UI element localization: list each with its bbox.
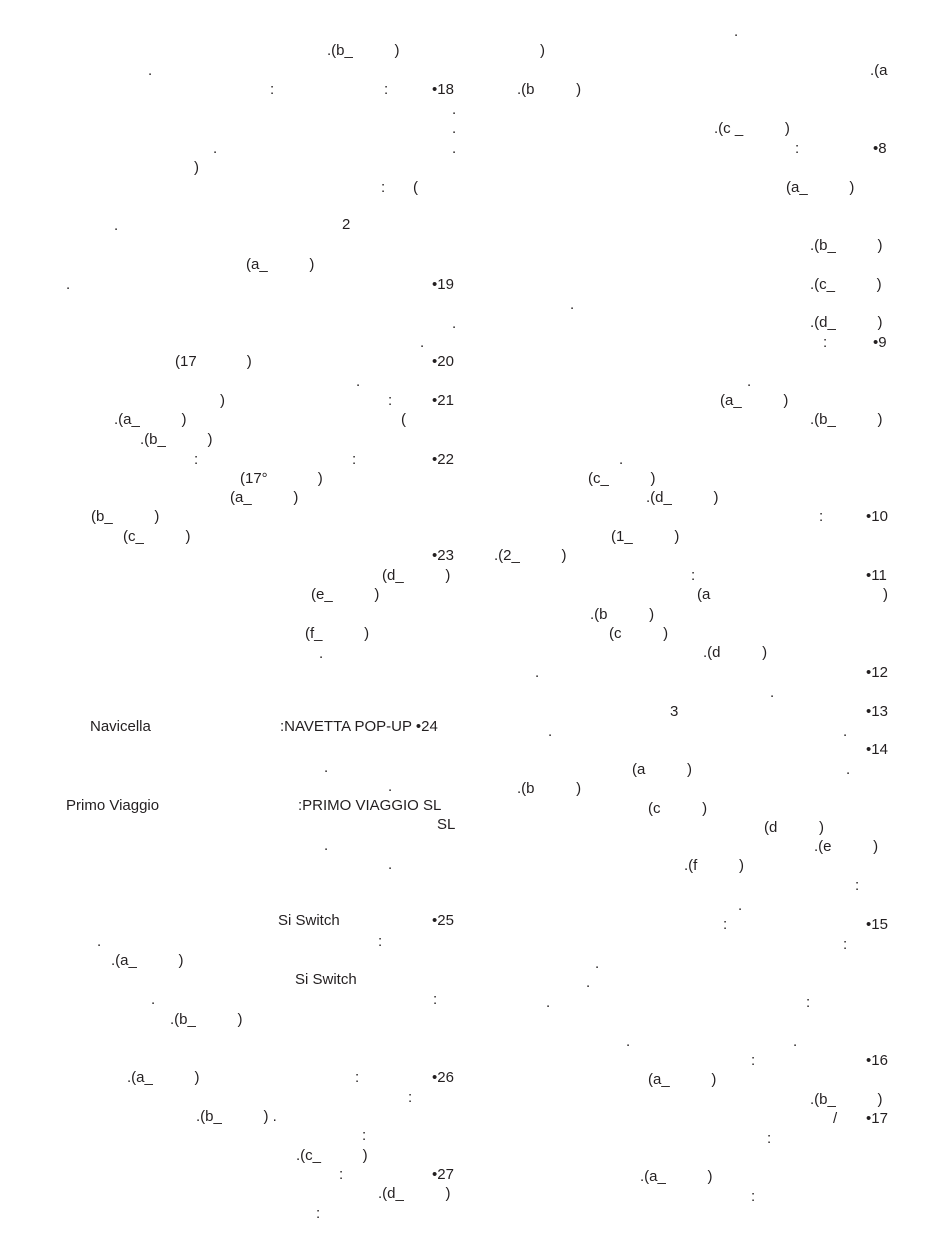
text-fragment: .(a_ ) <box>111 952 184 969</box>
sl-label: SL <box>437 816 456 833</box>
text-fragment: . <box>619 451 624 468</box>
item-number-19: •19 <box>432 276 454 293</box>
text-fragment: : <box>316 1205 321 1222</box>
text-fragment: .(b_ ) <box>810 237 883 254</box>
text-fragment: : <box>691 567 696 584</box>
text-fragment: .(a_ ) <box>114 411 187 428</box>
item-number-26: •26 <box>432 1069 454 1086</box>
text-fragment: . <box>595 955 600 972</box>
text-fragment: . <box>148 62 153 79</box>
text-fragment: ( <box>401 411 406 428</box>
text-fragment: . <box>97 933 102 950</box>
item-number-27: •27 <box>432 1166 454 1183</box>
item-number-14: •14 <box>866 741 888 758</box>
text-fragment: . <box>843 723 848 740</box>
text-fragment: .(d_ ) <box>378 1185 451 1202</box>
text-fragment: (1_ ) <box>611 528 680 545</box>
text-fragment: (a <box>697 586 711 603</box>
text-fragment: ) <box>883 586 888 603</box>
text-fragment: .(d ) <box>703 644 768 661</box>
text-fragment: . <box>548 723 553 740</box>
text-fragment: / <box>833 1110 838 1127</box>
text-fragment: . <box>734 23 739 40</box>
item-number-17: •17 <box>866 1110 888 1127</box>
item-number-25: •25 <box>432 912 454 929</box>
text-fragment: (a_ ) <box>246 256 315 273</box>
text-fragment: : <box>843 936 848 953</box>
text-fragment: .(b ) <box>517 81 582 98</box>
text-fragment: . <box>114 217 119 234</box>
text-fragment: . <box>452 315 457 332</box>
text-fragment: . <box>388 856 393 873</box>
text-fragment: : <box>352 451 357 468</box>
text-fragment: .(c _ ) <box>714 120 790 137</box>
item-number-18: •18 <box>432 81 454 98</box>
text-fragment: : <box>384 81 389 98</box>
text-fragment: : <box>751 1052 756 1069</box>
text-fragment: .(b_ ) <box>170 1011 243 1028</box>
si-switch-label: Si Switch <box>295 971 357 988</box>
text-fragment: (d ) <box>764 819 825 836</box>
text-fragment: ) <box>540 42 545 59</box>
text-fragment: : <box>806 994 811 1011</box>
text-fragment: (17 ) <box>175 353 252 370</box>
text-fragment: 2 <box>342 216 351 233</box>
text-fragment: : <box>355 1069 360 1086</box>
text-fragment: (c_ ) <box>588 470 656 487</box>
text-fragment: .(b_ ) <box>327 42 400 59</box>
text-fragment: .(a_ ) <box>127 1069 200 1086</box>
navetta-popup-label: :NAVETTA POP-UP •24 <box>280 718 438 735</box>
text-fragment: . <box>535 664 540 681</box>
item-number-9: •9 <box>873 334 887 351</box>
text-fragment: (a_ ) <box>230 489 299 506</box>
text-fragment: . <box>570 296 575 313</box>
text-fragment: ( <box>413 179 418 196</box>
item-number-11: •11 <box>866 567 887 584</box>
text-fragment: . <box>151 991 156 1008</box>
text-fragment: .(2_ ) <box>494 547 567 564</box>
text-fragment: . <box>770 684 775 701</box>
text-fragment: . <box>452 140 457 157</box>
item-number-13: •13 <box>866 703 888 720</box>
text-fragment: : <box>855 877 860 894</box>
text-fragment: : <box>819 508 824 525</box>
text-fragment: . <box>546 994 551 1011</box>
text-fragment: (c ) <box>609 625 669 642</box>
navicella-label: Navicella <box>90 718 151 735</box>
text-fragment: .(c_ ) <box>296 1147 368 1164</box>
text-fragment: .(c_ ) <box>810 276 882 293</box>
text-fragment: . <box>452 101 457 118</box>
text-fragment: (a_ ) <box>648 1071 717 1088</box>
text-fragment: (a_ ) <box>786 179 855 196</box>
text-fragment: (17° ) <box>240 470 323 487</box>
item-number-8: •8 <box>873 140 887 157</box>
primo-viaggio-label: Primo Viaggio <box>66 797 160 814</box>
text-fragment: (c_ ) <box>123 528 191 545</box>
text-fragment: .(d_ ) <box>646 489 719 506</box>
text-fragment: .(b_ ) <box>140 431 213 448</box>
text-fragment: .(f ) <box>684 857 744 874</box>
item-number-20: •20 <box>432 353 454 370</box>
item-number-12: •12 <box>866 664 888 681</box>
text-fragment: (c ) <box>648 800 708 817</box>
text-fragment: ) <box>194 159 199 176</box>
text-fragment: . <box>66 276 71 293</box>
text-fragment: .(b_ ) <box>810 411 883 428</box>
text-fragment: : <box>270 81 275 98</box>
text-fragment: . <box>420 334 425 351</box>
item-number-22: •22 <box>432 451 454 468</box>
text-fragment: .(e ) <box>814 838 879 855</box>
text-fragment: .(b_ ) <box>810 1091 883 1108</box>
text-fragment: . <box>213 140 218 157</box>
text-fragment: . <box>586 974 591 991</box>
text-fragment: : <box>362 1127 367 1144</box>
text-fragment: : <box>194 451 199 468</box>
text-fragment: . <box>388 778 393 795</box>
text-fragment: . <box>319 645 324 662</box>
item-number-15: •15 <box>866 916 888 933</box>
text-fragment: : <box>767 1130 772 1147</box>
text-fragment: .(a_ ) <box>640 1168 713 1185</box>
text-fragment: . <box>738 897 743 914</box>
text-fragment: . <box>324 837 329 854</box>
item-number-10: •10 <box>866 508 888 525</box>
text-fragment: : <box>751 1188 756 1205</box>
text-fragment: : <box>723 916 728 933</box>
text-fragment: : <box>823 334 828 351</box>
text-fragment: (f_ ) <box>305 625 370 642</box>
text-fragment: : <box>795 140 800 157</box>
text-fragment: .(a <box>870 62 888 79</box>
item-number-21: •21 <box>432 392 454 409</box>
text-fragment: 3 <box>670 703 679 720</box>
text-fragment: .(b ) <box>517 780 582 797</box>
text-fragment: (e_ ) <box>311 586 380 603</box>
text-fragment: (d_ ) <box>382 567 451 584</box>
item-number-23: •23 <box>432 547 454 564</box>
text-fragment: ) <box>220 392 225 409</box>
item-number-16: •16 <box>866 1052 888 1069</box>
text-fragment: .(b ) <box>590 606 655 623</box>
text-fragment: : <box>381 179 386 196</box>
text-fragment: (b_ ) <box>91 508 160 525</box>
text-fragment: .(d_ ) <box>810 314 883 331</box>
text-fragment: : <box>388 392 393 409</box>
text-fragment: (a_ ) <box>720 392 789 409</box>
text-fragment: : <box>433 991 438 1008</box>
text-fragment: . <box>452 120 457 137</box>
text-fragment: . <box>846 761 851 778</box>
text-fragment: . <box>793 1033 798 1050</box>
text-fragment: : <box>408 1089 413 1106</box>
text-fragment: . <box>747 373 752 390</box>
text-fragment: .(b_ ) . <box>196 1108 277 1125</box>
text-fragment: : <box>378 933 383 950</box>
si-switch-label: Si Switch <box>278 912 340 929</box>
text-fragment: . <box>626 1033 631 1050</box>
primo-viaggio-sl-label: :PRIMO VIAGGIO SL <box>298 797 442 814</box>
text-fragment: : <box>339 1166 344 1183</box>
text-fragment: . <box>356 373 361 390</box>
text-fragment: . <box>324 759 329 776</box>
text-fragment: (a ) <box>632 761 693 778</box>
